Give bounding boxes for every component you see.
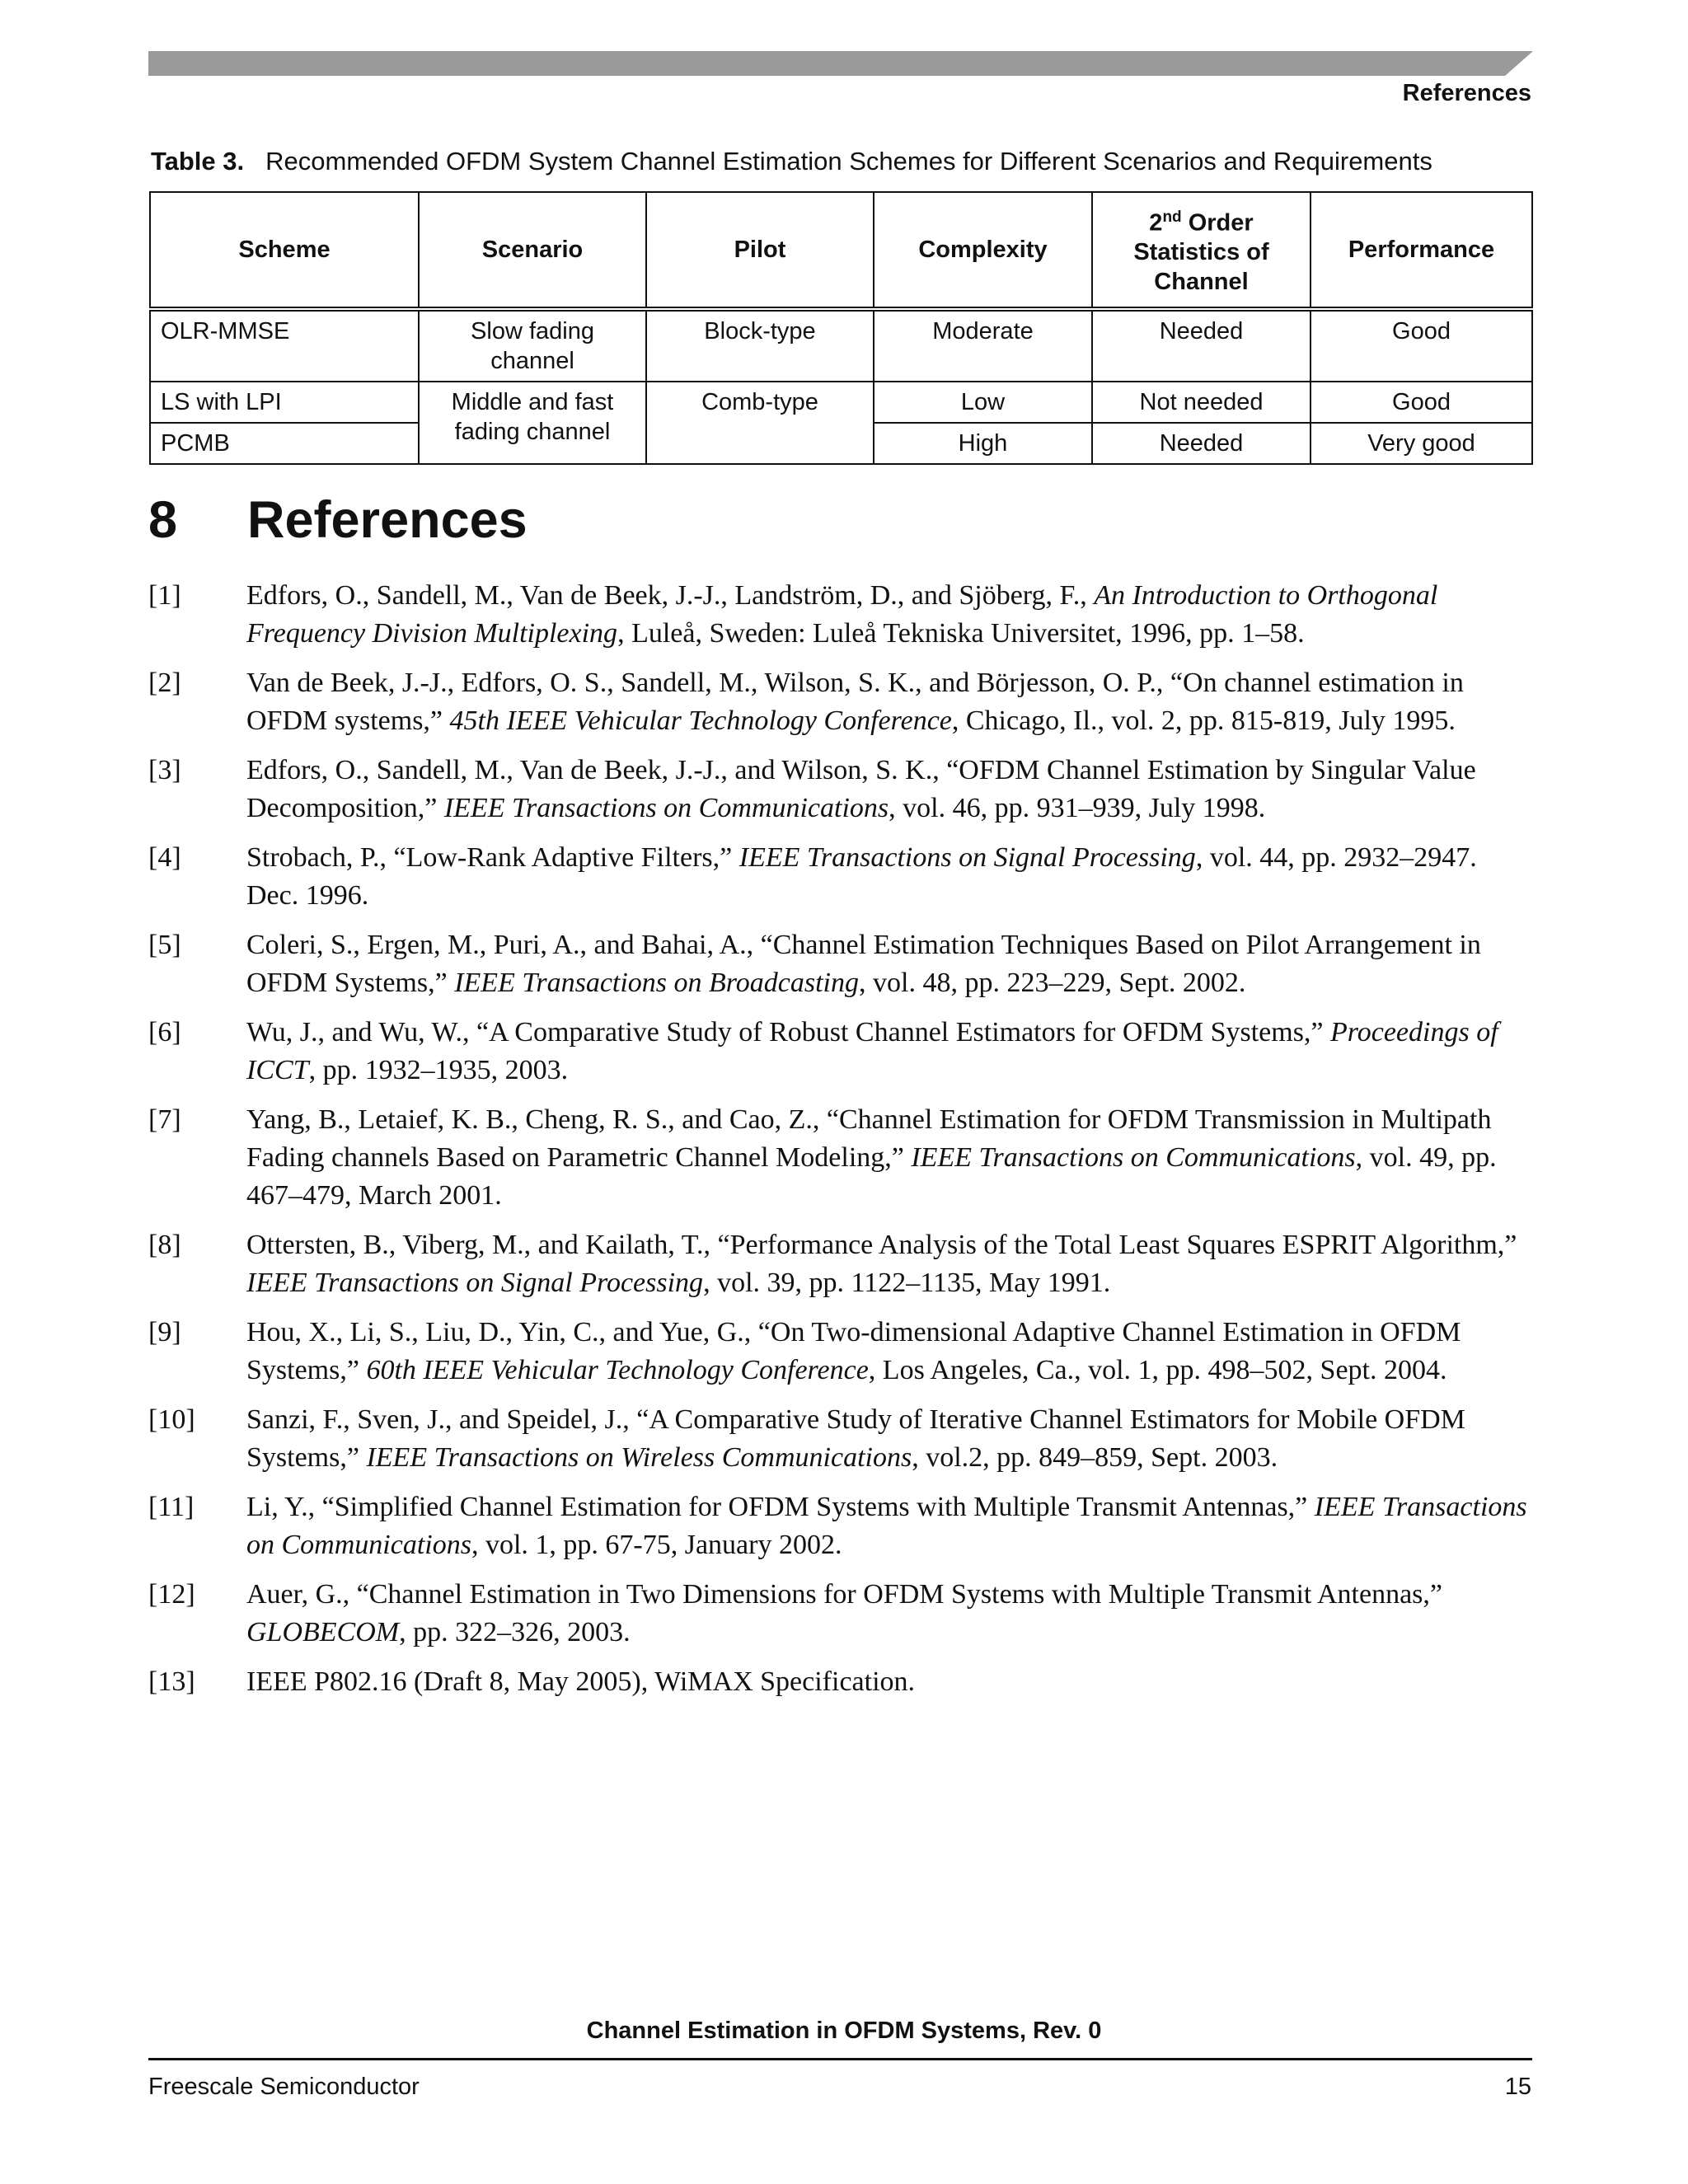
header-complexity: Complexity [874,192,1092,309]
reference-text: Wu, J., and Wu, W., “A Comparative Study of Robust Channel Estimators for OFDM Systems,” [246,1017,1331,1047]
header-statistics-base: 2 [1149,209,1163,237]
section-heading [148,490,528,550]
cell-scheme: PCMB [150,423,419,464]
header-scheme: Scheme [150,192,419,309]
section-title: References [247,491,528,549]
cell-scenario: Middle and fast fading channel [419,382,646,464]
reference-details: , vol. 49, pp. 467–479, March 2001. [246,1142,1497,1211]
reference-source: IEEE Transactions on Signal Processing [738,842,1196,873]
header-bar [148,51,1533,76]
reference-item [148,839,1533,915]
reference-number: [4] [148,842,181,873]
footer-divider [148,2058,1532,2060]
reference-source: 60th IEEE Vehicular Technology Conference [366,1355,869,1385]
reference-text: Van de Beek, J.-J., Edfors, O. S., Sandell, M., Wilson, S. K., and Börjesson, O. P., “On channel estimation in OFDM systems,” [246,668,1464,736]
reference-item [148,1663,1533,1701]
cell-complexity: Moderate [874,309,1092,382]
footer-document-title: Channel Estimation in OFDM Systems, Rev. 0 [586,2018,1102,2044]
reference-text: Auer, G., “Channel Estimation in Two Dimensions for OFDM Systems with Multiple Transmit Antennas,” [246,1579,1442,1610]
footer-company: Freescale Semiconductor [148,2074,420,2100]
reference-item [148,752,1533,827]
reference-number: [2] [148,668,181,698]
reference-text: Yang, B., Letaief, K. B., Cheng, R. S., and Cao, Z., “Channel Estimation for OFDM Transmission in Multipath Fading channels Based on Parametric Channel Modeling,” [246,1104,1492,1173]
reference-number: [10] [148,1404,195,1435]
reference-text: Edfors, O., Sandell, M., Van de Beek, J.-J., and Wilson, S. K., “OFDM Channel Estimation by Singular Value Decomposition,” [246,755,1476,823]
header-scenario: Scenario [419,192,646,309]
reference-details: , Chicago, Il., vol. 2, pp. 815-819, July 1995. [951,705,1456,736]
table-header-row [150,192,1532,309]
table-caption-text: Recommended OFDM System Channel Estimation Schemes for Different Scenarios and Requirements [265,147,1432,176]
cell-scheme: OLR-MMSE [150,309,419,382]
reference-item [148,1488,1533,1564]
reference-text: Hou, X., Li, S., Liu, D., Yin, C., and Yue, G., “On Two-dimensional Adaptive Channel Estimation in OFDM Systems,” [246,1317,1461,1385]
table-caption-number: Table 3. [151,147,245,176]
reference-source: IEEE Transactions on Communications [443,793,889,823]
reference-item [148,577,1533,653]
running-head: References [1402,80,1531,106]
header-statistics-rest: Order Statistics of Channel [1133,209,1269,296]
reference-details: , pp. 322–326, 2003. [399,1617,631,1647]
reference-details: , Luleå, Sweden: Luleå Tekniska Universitet, 1996, pp. 1–58. [617,618,1305,649]
reference-item [148,1576,1533,1652]
cell-scheme: LS with LPI [150,382,419,423]
cell-performance: Good [1311,382,1532,423]
cell-statistics: Needed [1092,309,1311,382]
reference-text: Ottersten, B., Viberg, M., and Kailath, T., “Performance Analysis of the Total Least Squares ESPRIT Algorithm,” [246,1230,1517,1260]
reference-item [148,1014,1533,1090]
header-statistics-sup: nd [1162,208,1182,226]
cell-statistics: Needed [1092,423,1311,464]
header-pilot: Pilot [646,192,874,309]
reference-number: [8] [148,1230,181,1260]
reference-source: IEEE Transactions on Signal Processing [246,1268,704,1298]
table-row [150,382,1532,423]
reference-text: Sanzi, F., Sven, J., and Speidel, J., “A Comparative Study of Iterative Channel Estimators for Mobile OFDM Systems,” [246,1404,1465,1473]
reference-source: Proceedings of ICCT [246,1017,1498,1085]
section-number: 8 [148,491,178,549]
reference-item [148,1401,1533,1477]
table-caption [151,147,1432,176]
reference-list [148,577,1533,1713]
reference-number: [3] [148,755,181,785]
reference-item [148,664,1533,740]
reference-item [148,1314,1533,1390]
reference-source: IEEE Transactions on Broadcasting [454,968,859,998]
reference-details: , vol. 44, pp. 2932–2947. Dec. 1996. [246,842,1477,911]
reference-item [148,926,1533,1002]
reference-details: , vol. 39, pp. 1122–1135, May 1991. [703,1268,1111,1298]
reference-number: [12] [148,1579,195,1610]
header-performance: Performance [1311,192,1532,309]
reference-details: , vol.2, pp. 849–859, Sept. 2003. [912,1442,1278,1473]
reference-source: GLOBECOM [246,1617,400,1647]
reference-item [148,1101,1533,1215]
reference-source: IEEE Transactions on Communications [911,1142,1356,1173]
reference-source: 45th IEEE Vehicular Technology Conference [449,705,952,736]
cell-performance: Good [1311,309,1532,382]
cell-pilot: Comb-type [646,382,874,464]
table-row [150,309,1532,382]
reference-source: IEEE Transactions on Wireless Communications [366,1442,912,1473]
reference-details: , vol. 48, pp. 223–229, Sept. 2002. [859,968,1246,998]
reference-text: Strobach, P., “Low-Rank Adaptive Filters,” [246,842,739,873]
reference-item [148,1226,1533,1302]
reference-source: IEEE Transactions on Communications [246,1492,1527,1560]
reference-text: IEEE P802.16 (Draft 8, May 2005), WiMAX Specification. [246,1666,916,1697]
cell-complexity: Low [874,382,1092,423]
reference-text: Edfors, O., Sandell, M., Van de Beek, J.-J., Landström, D., and Sjöberg, F., [246,580,1095,611]
cell-statistics: Not needed [1092,382,1311,423]
schemes-table [149,191,1533,465]
reference-details: , vol. 1, pp. 67-75, January 2002. [471,1530,842,1560]
reference-number: [11] [148,1492,195,1522]
cell-pilot: Block-type [646,309,874,382]
reference-details: , pp. 1932–1935, 2003. [308,1055,569,1085]
reference-source: An Introduction to Orthogonal Frequency Division Multiplexing [246,580,1438,649]
reference-number: [5] [148,930,181,960]
cell-complexity: High [874,423,1092,464]
footer-page-number: 15 [1504,2074,1531,2100]
reference-details: , vol. 46, pp. 931–939, July 1998. [889,793,1266,823]
reference-text: Coleri, S., Ergen, M., Puri, A., and Bahai, A., “Channel Estimation Techniques Based on Pilot Arrangement in OFDM Systems,” [246,930,1481,998]
reference-number: [6] [148,1017,181,1047]
reference-number: [7] [148,1104,181,1135]
cell-scenario: Slow fading channel [419,309,646,382]
reference-number: [1] [148,580,181,611]
reference-details: , Los Angeles, Ca., vol. 1, pp. 498–502, Sept. 2004. [868,1355,1447,1385]
reference-number: [13] [148,1666,195,1697]
cell-performance: Very good [1311,423,1532,464]
reference-text: Li, Y., “Simplified Channel Estimation for OFDM Systems with Multiple Transmit Antennas,” [246,1492,1315,1522]
header-statistics [1092,192,1311,309]
reference-number: [9] [148,1317,181,1347]
